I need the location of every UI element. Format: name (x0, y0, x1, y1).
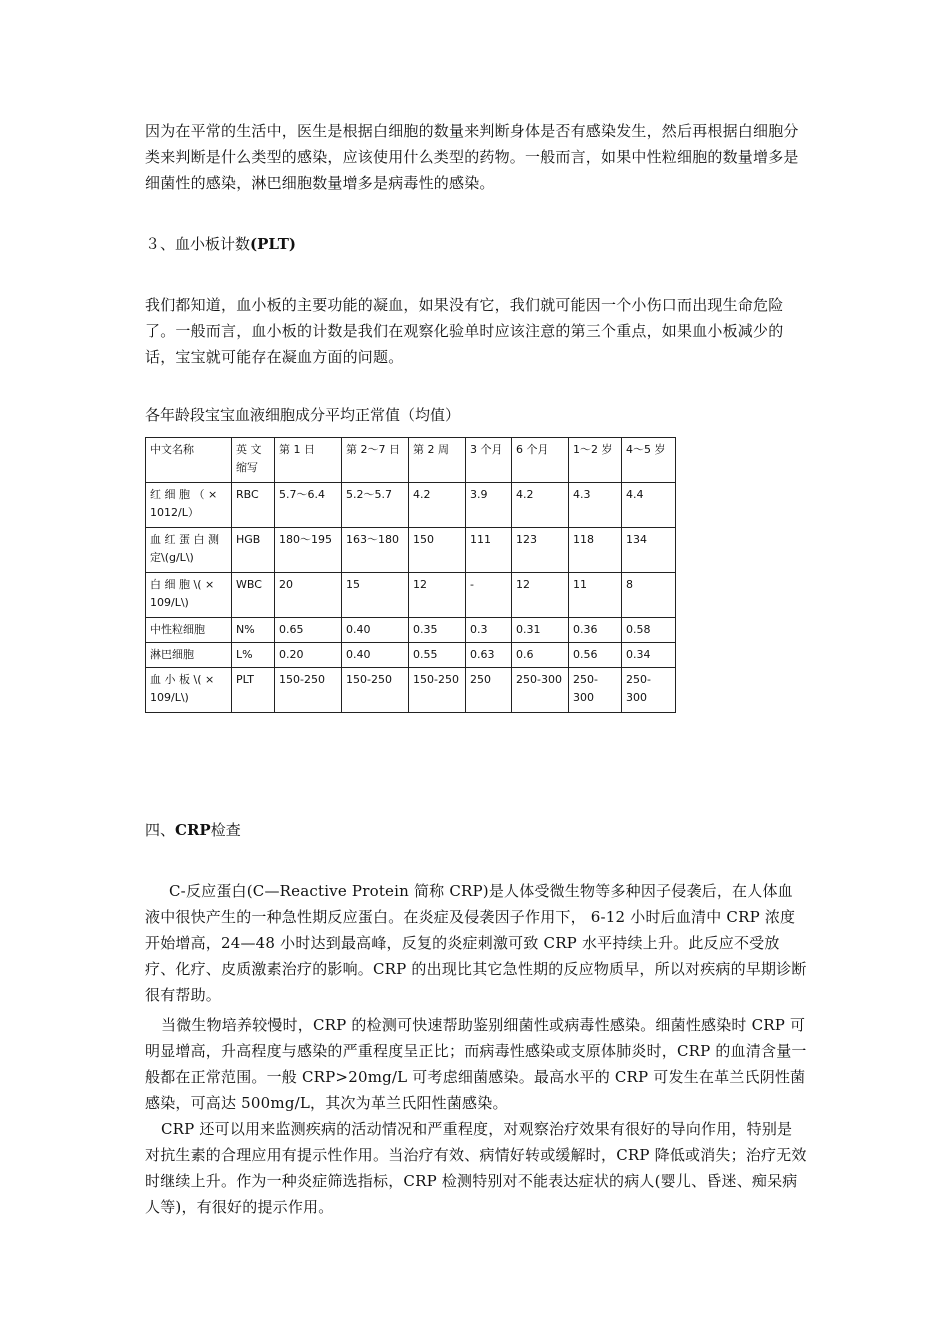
table-cell: 150-250 (409, 668, 466, 713)
table-cell: 4.2 (409, 483, 466, 528)
table-header-cell: 3 个月 (466, 438, 512, 483)
table-cell: 12 (512, 573, 569, 618)
table-cell: 250-300 (512, 668, 569, 713)
table-header-cell: 1～2 岁 (569, 438, 622, 483)
table-cell: 250-300 (622, 668, 676, 713)
crp-heading-number: 四、 (145, 821, 176, 839)
table-row-wbc (146, 573, 676, 618)
table-cell: 250 (466, 668, 512, 713)
crp-heading (145, 820, 241, 840)
crp-paragraph: C-反应蛋白(C—Reactive Protein 简称 CRP)是人体受微生物等多种因子侵袭后，在人体血液中很快产生的一种急性期反应蛋白。在炎症及侵袭因子作用下， 6-12 小时后血清中 CRP 浓度开始增高，24—48 小时达到最高峰，反复的炎症刺激可致 CRP 水平持续上升。此反应不受放疗、化疗、皮质激素治疗的影响。CRP 的出现比其它急性期的反应物质早，所以对疾病的早期诊断很有帮助。 (145, 882, 807, 1004)
crp-heading-title: CRP (175, 821, 211, 839)
table-cell: 20 (275, 573, 342, 618)
table-cell: 5.7～6.4 (275, 483, 342, 528)
table-row-neutrophil (146, 618, 676, 643)
plt-heading (145, 234, 296, 254)
table-cell: 163～180 (342, 528, 409, 573)
table-header-cell: 中文名称 (146, 438, 232, 483)
intro-paragraph: 因为在平常的生活中，医生是根据白细胞的数量来判断身体是否有感染发生，然后再根据白细胞分类来判断是什么类型的感染，应该使用什么类型的药物。一般而言，如果中性粒细胞的数量增多是细菌性的感染，淋巴细胞数量增多是病毒性的感染。 (145, 122, 799, 192)
table-cell: - (466, 573, 512, 618)
table-row-hgb (146, 528, 676, 573)
table-cell: 0.31 (512, 618, 569, 643)
table-cell: RBC (232, 483, 275, 528)
table-header-cell: 4～5 岁 (622, 438, 676, 483)
table-cell: 中性粒细胞 (146, 618, 232, 643)
table-row-rbc (146, 483, 676, 528)
table-cell: 0.55 (409, 643, 466, 668)
table-cell: 150 (409, 528, 466, 573)
table-cell: 118 (569, 528, 622, 573)
plt-heading-number: ３、血小板计数 (145, 235, 251, 253)
table-cell: 4.2 (512, 483, 569, 528)
table-header-cell: 6 个月 (512, 438, 569, 483)
table-caption: 各年龄段宝宝血液细胞成分平均正常值（均值） (145, 406, 461, 424)
table-header-cell: 第 1 日 (275, 438, 342, 483)
table-cell: 0.36 (569, 618, 622, 643)
table-cell: HGB (232, 528, 275, 573)
blood-values-table (145, 437, 676, 713)
table-row-plt (146, 668, 676, 713)
table-cell: 150-250 (275, 668, 342, 713)
table-cell: 4.4 (622, 483, 676, 528)
table-cell: 0.40 (342, 618, 409, 643)
table-header-cell: 第 2～7 日 (342, 438, 409, 483)
table-cell: 134 (622, 528, 676, 573)
table-cell: 4.3 (569, 483, 622, 528)
table-cell: 8 (622, 573, 676, 618)
table-cell: 250-300 (569, 668, 622, 713)
plt-heading-abbr: (PLT) (250, 235, 296, 253)
table-cell: 血 红 蛋 白 测 定\(g/L\) (146, 528, 232, 573)
table-cell: 红 细 胞 （ × 1012/L） (146, 483, 232, 528)
table-cell: PLT (232, 668, 275, 713)
table-cell: 0.40 (342, 643, 409, 668)
table-cell: 白 细 胞 \( × 109/L\) (146, 573, 232, 618)
table-cell: 150-250 (342, 668, 409, 713)
table-cell: 180～195 (275, 528, 342, 573)
table-cell: 0.56 (569, 643, 622, 668)
crp-heading-suffix: 检查 (210, 821, 241, 839)
table-cell: 3.9 (466, 483, 512, 528)
table-cell: 0.20 (275, 643, 342, 668)
table-cell: 111 (466, 528, 512, 573)
crp-paragraph: CRP 还可以用来监测疾病的活动情况和严重程度，对观察治疗效果有很好的导向作用，特别是对抗生素的合理应用有提示性作用。当治疗有效、病情好转或缓解时，CRP 降低或消失；治疗无效时继续上升。作为一种炎症筛选指标，CRP 检测特别对不能表达症状的病人(婴儿、昏迷、痴呆病人等)，有很好的提示作用。 (145, 1120, 807, 1216)
table-cell: N% (232, 618, 275, 643)
table-cell: WBC (232, 573, 275, 618)
table-cell: 0.3 (466, 618, 512, 643)
table-cell: 5.2～5.7 (342, 483, 409, 528)
table-cell: 0.34 (622, 643, 676, 668)
table-cell: 0.6 (512, 643, 569, 668)
table-row-lymphocyte (146, 643, 676, 668)
table-cell: L% (232, 643, 275, 668)
table-header-cell: 第 2 周 (409, 438, 466, 483)
table-cell: 11 (569, 573, 622, 618)
table-header-row (146, 438, 676, 483)
table-cell: 123 (512, 528, 569, 573)
table-cell: 0.58 (622, 618, 676, 643)
table-cell: 12 (409, 573, 466, 618)
table-header-cell: 英 文 缩写 (232, 438, 275, 483)
table-cell: 0.65 (275, 618, 342, 643)
crp-paragraph: 当微生物培养较慢时，CRP 的检测可快速帮助鉴别细菌性或病毒性感染。细菌性感染时 CRP 可明显增高，升高程度与感染的严重程度呈正比；而病毒性感染或支原体肺炎时，CRP 的血清含量一般都在正常范围。一般 CRP>20mg/L 可考虑细菌感染。最高水平的 CRP 可发生在革兰氏阴性菌感染，可高达 500mg/L，其次为革兰氏阳性菌感染。 (145, 1016, 807, 1112)
table-cell: 血 小 板 \( × 109/L\) (146, 668, 232, 713)
table-cell: 0.63 (466, 643, 512, 668)
plt-paragraph: 我们都知道，血小板的主要功能的凝血，如果没有它，我们就可能因一个小伤口而出现生命危险了。一般而言，血小板的计数是我们在观察化验单时应该注意的第三个重点，如果血小板减少的话，宝宝就可能存在凝血方面的问题。 (145, 296, 784, 366)
table-cell: 淋巴细胞 (146, 643, 232, 668)
table-cell: 15 (342, 573, 409, 618)
table-cell: 0.35 (409, 618, 466, 643)
